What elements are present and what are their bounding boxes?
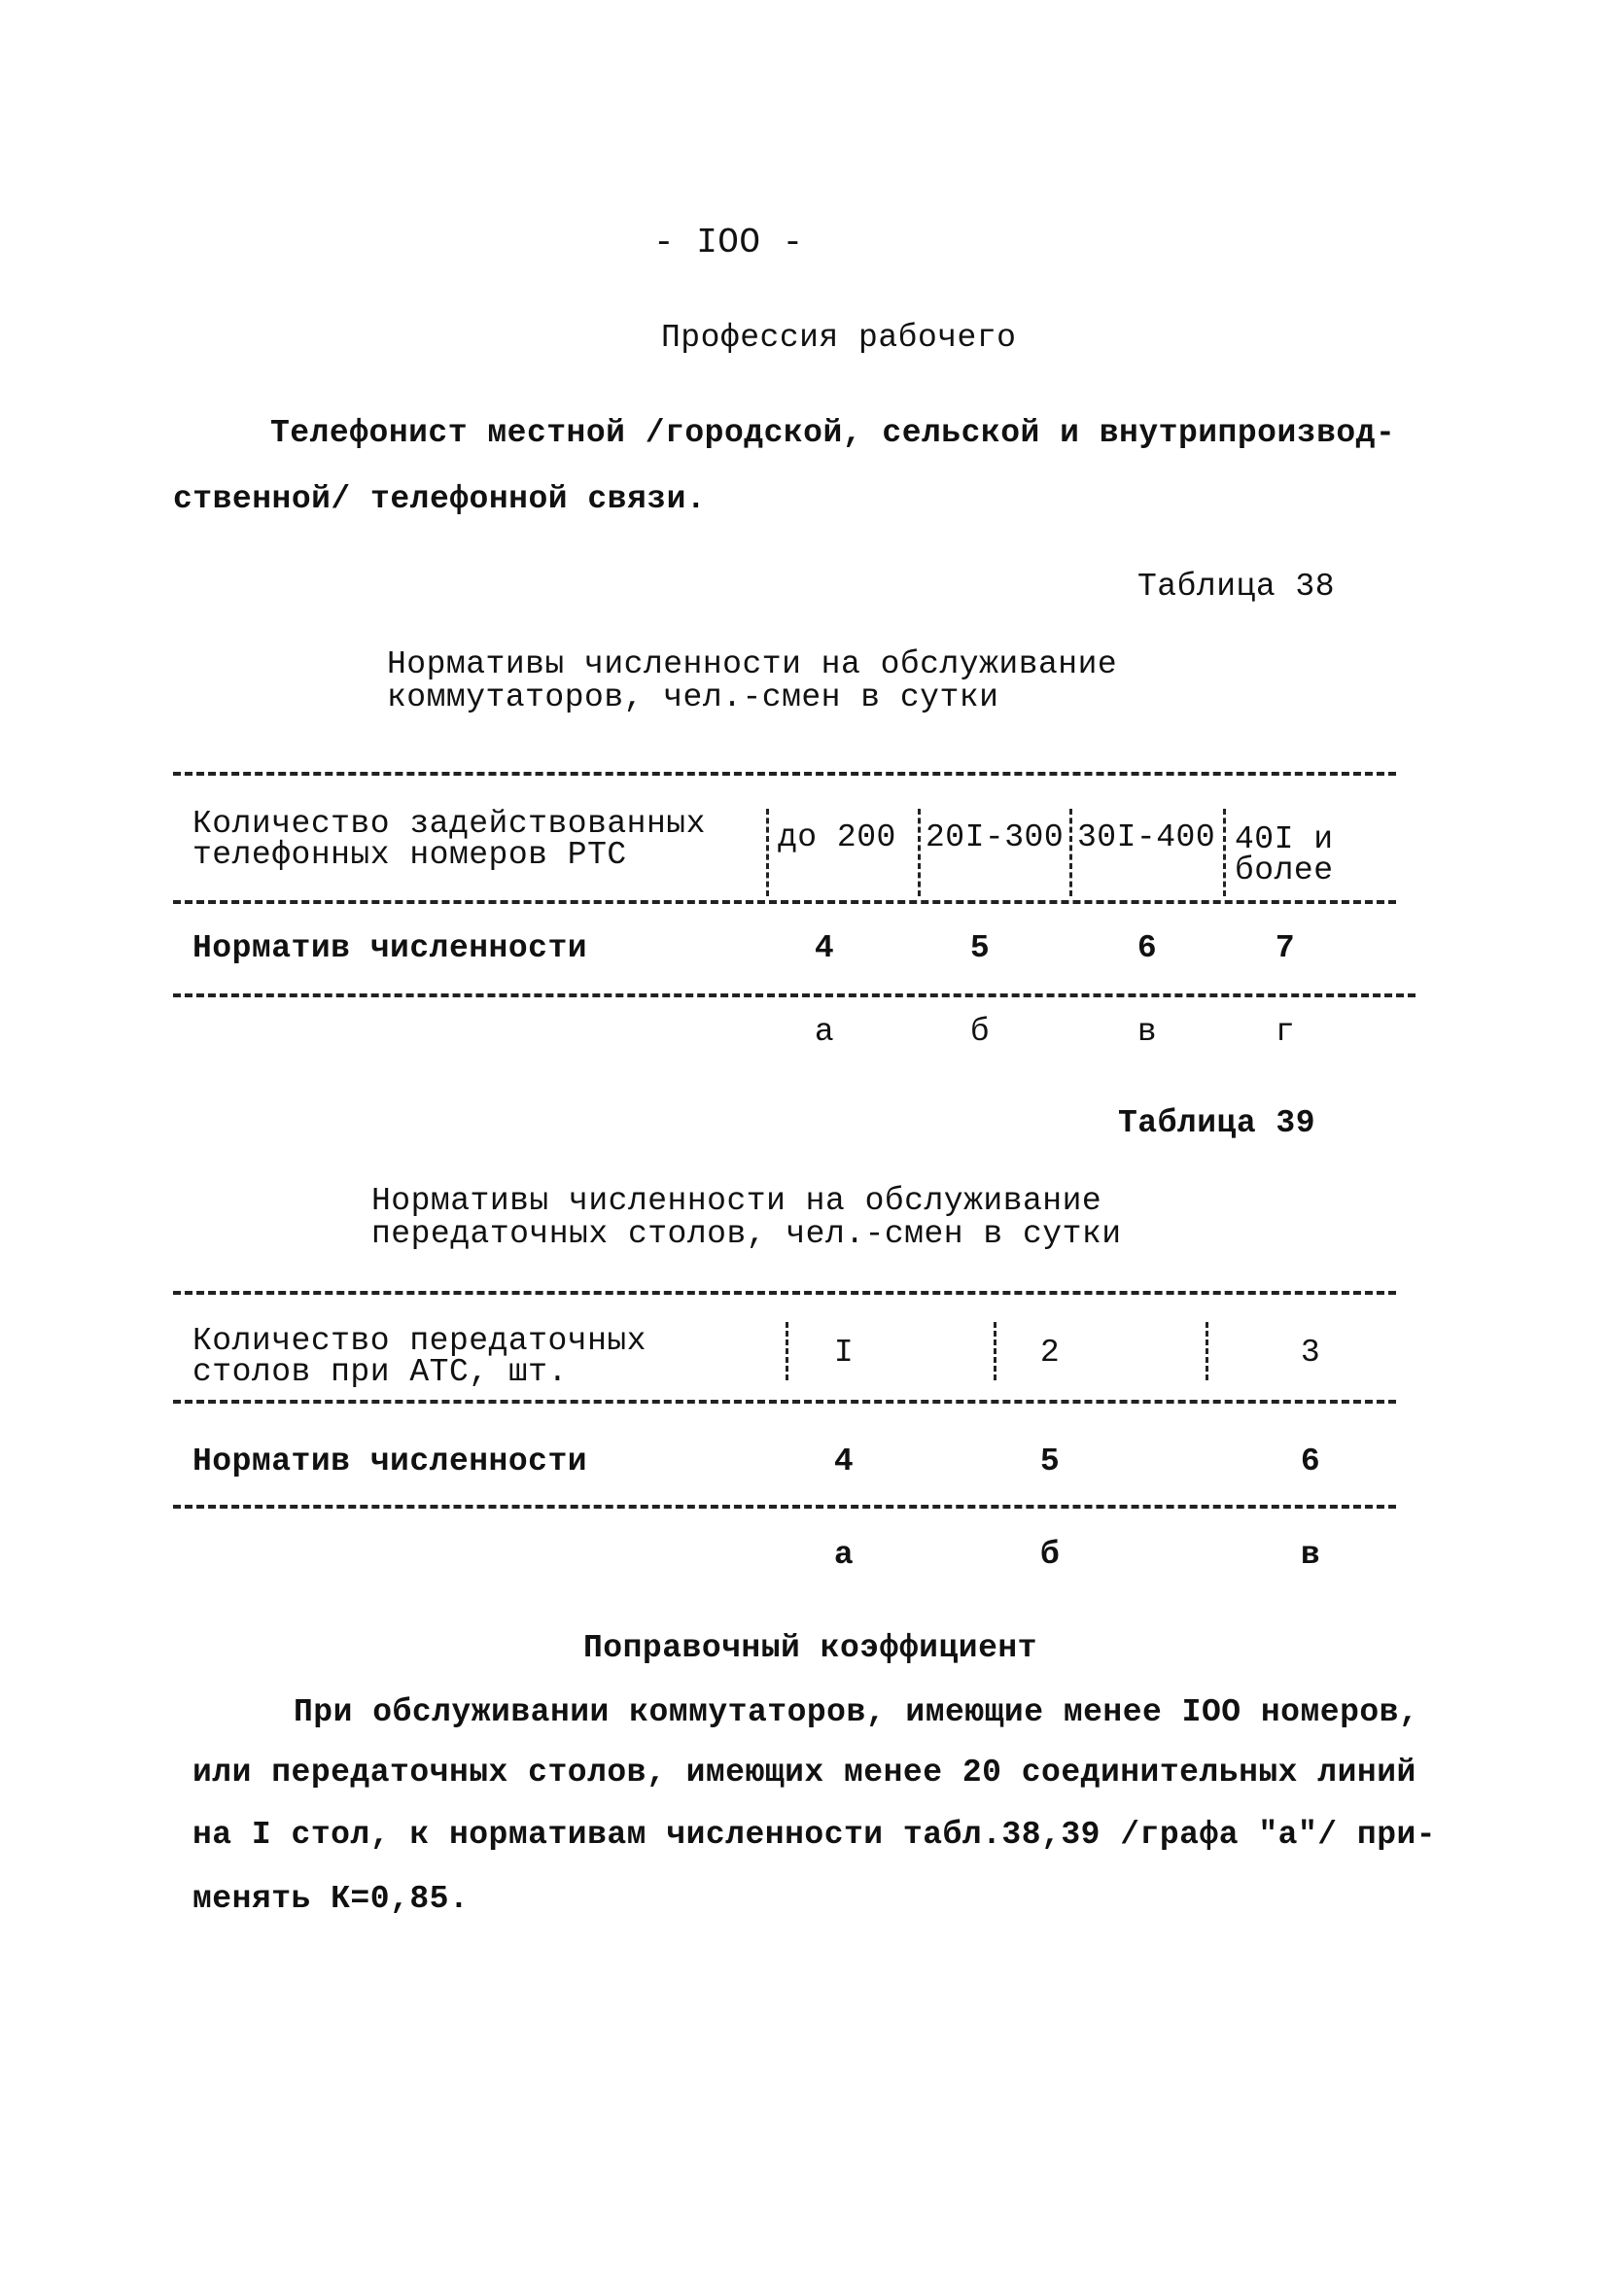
table38-col-divider — [766, 809, 769, 896]
profession-line-1: Телефонист местной /городской, сельской и внутрипроизвод- — [270, 415, 1396, 451]
table38-value: 4 — [814, 930, 835, 966]
correction-line-1: При обслуживании коммутаторов, имеющие менее IOO номеров, — [294, 1694, 1419, 1730]
page-number: - IOO - — [653, 223, 804, 262]
table38-value: 6 — [1136, 930, 1158, 966]
table38-col-header: до 200 — [778, 819, 896, 855]
table39-value: 4 — [833, 1444, 855, 1479]
table38-col-header: 40I и — [1235, 821, 1334, 857]
table38-title-line-1: Нормативы численности на обслуживание — [387, 646, 1118, 682]
table38-col-divider — [918, 809, 921, 896]
table39-letter: а — [833, 1537, 855, 1573]
table38-col-divider — [1223, 809, 1226, 896]
table39-title-line-1: Нормативы численности на обслуживание — [371, 1183, 1102, 1219]
table38-letter: б — [969, 1014, 991, 1050]
table39-col-header: 3 — [1300, 1335, 1321, 1371]
table38-header-label-line-1: Количество задействованных — [192, 806, 706, 842]
table39-col-header: I — [833, 1335, 855, 1371]
correction-heading: Поправочный коэффициент — [583, 1630, 1037, 1666]
table39-top-rule — [173, 1291, 1396, 1295]
table39-col-header: 2 — [1039, 1335, 1061, 1371]
profession-line-2: ственной/ телефонной связи. — [173, 481, 707, 517]
table38-row-label: Норматив численности — [192, 930, 588, 966]
correction-line-3: на I стол, к нормативам численности табл.38,39 /графа "а"/ при- — [192, 1817, 1437, 1853]
correction-line-4: менять К=0,85. — [192, 1881, 470, 1917]
table38-col-header: более — [1235, 852, 1334, 888]
table38-bottom-rule — [173, 993, 1416, 997]
table38-letter: г — [1275, 1014, 1296, 1050]
table38-title-line-2: коммутаторов, чел.-смен в сутки — [387, 679, 999, 715]
table38-mid-rule — [173, 900, 1396, 904]
table38-letter: а — [814, 1014, 835, 1050]
table39-value: 5 — [1039, 1444, 1061, 1479]
table38-col-divider — [1069, 809, 1072, 896]
table38-value: 5 — [969, 930, 991, 966]
table39-letter: б — [1039, 1537, 1061, 1573]
table39-title-line-2: передаточных столов, чел.-смен в сутки — [371, 1216, 1122, 1252]
table39-col-divider — [1206, 1322, 1208, 1380]
table39-col-divider — [786, 1322, 788, 1380]
table38-value: 7 — [1275, 930, 1296, 966]
table39-col-divider — [994, 1322, 996, 1380]
table39-bottom-rule — [173, 1505, 1396, 1509]
correction-line-2: или передаточных столов, имеющих менее 20 соединительных линий — [192, 1755, 1416, 1791]
table39-mid-rule — [173, 1400, 1396, 1404]
table39-value: 6 — [1300, 1444, 1321, 1479]
table38-col-header: 20I-300 — [926, 819, 1065, 855]
profession-heading: Профессия рабочего — [661, 320, 1017, 356]
table39-label: Таблица 39 — [1118, 1105, 1316, 1141]
table38-top-rule — [173, 772, 1396, 776]
table39-letter: в — [1300, 1537, 1321, 1573]
table39-header-label-line-2: столов при АТС, шт. — [192, 1354, 568, 1390]
table39-header-label-line-1: Количество передаточных — [192, 1323, 647, 1359]
table38-letter: в — [1136, 1014, 1158, 1050]
table38-label: Таблица 38 — [1137, 569, 1336, 605]
table39-row-label: Норматив численности — [192, 1444, 588, 1479]
table38-header-label-line-2: телефонных номеров РТС — [192, 837, 627, 873]
table38-col-header: 30I-400 — [1077, 819, 1216, 855]
